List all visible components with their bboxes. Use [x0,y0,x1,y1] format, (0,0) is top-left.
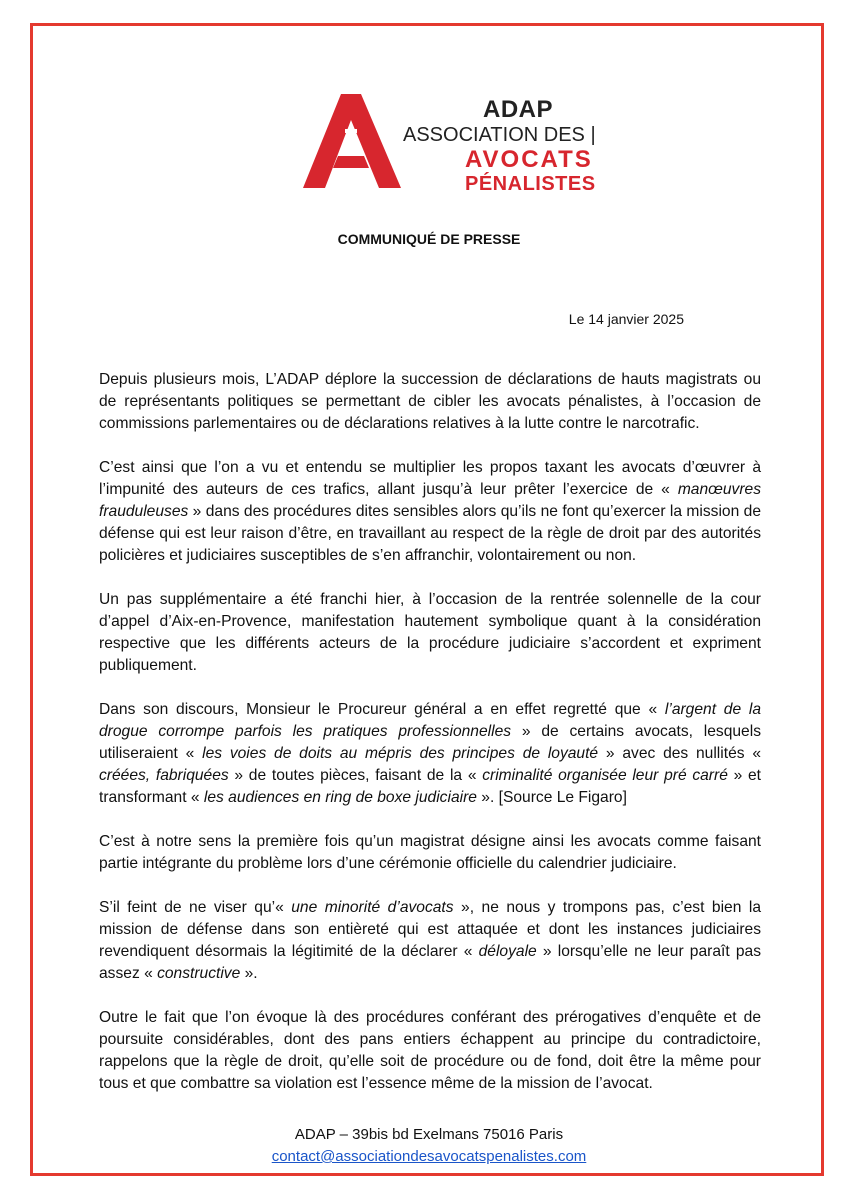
quoted-text: l’argent de la drogue corrompe parfois les pratiques professionnelles [99,701,762,740]
body-paragraph [99,457,761,567]
logo-a-mark-icon [303,92,403,192]
logo-line-association: ASSOCIATION DES | [403,124,596,146]
body-paragraph [99,897,761,985]
logo-line-penalistes: PÉNALISTES [465,173,596,195]
paragraph-text: » avec des nullités « [598,745,761,762]
quoted-text: les audiences en ring de boxe judiciaire [203,789,477,806]
paragraph-text: C’est ainsi que l’on a vu et entendu se multiplier les propos taxant les avocats d’œuvrer à l’impunité des auteurs de ces trafics, allant jusqu’à leur prêter l’exercice de « [99,459,761,498]
paragraph-text: » lorsqu’elle ne leur paraît pas assez « [99,943,761,982]
quoted-text: une minorité d’avocats [291,899,454,916]
paragraph-text: » et transformant « [99,767,762,806]
paragraph-text: ». [240,965,258,982]
logo-wordmark [403,98,596,194]
paragraph-text: » de toutes pièces, faisant de la « [228,767,483,784]
paragraph-text: » dans des procédures dites sensibles alors qu’ils ne font qu’exercer la mission de défense qui est leur raison d’être, en travaillant au respect de la règle de droit par des autorités policières et judiciaires susceptibles de s’en affranchir, volontairement ou non. [99,503,761,564]
paragraph-text: S’il feint de ne viser qu’« [99,899,292,916]
body-paragraph [99,1007,761,1095]
paragraph-text: » de certains avocats, lesquels utiliseraient « [99,723,761,762]
body-paragraph [99,831,761,875]
quoted-text: déloyale [478,943,537,960]
quoted-text: constructive [157,965,241,982]
footer [0,1124,858,1168]
press-body [99,369,761,1117]
paragraph-text: Depuis plusieurs mois, L’ADAP déplore la succession de déclarations de hauts magistrats ou de représentants politiques se permettant de cibler les avocats pénalistes, à l’occasion de commissions parlementaires ou de déclarations relatives à la lutte contre le narcotrafic. [99,371,761,432]
paragraph-text: C’est à notre sens la première fois qu’un magistrat désigne ainsi les avocats comme faisant partie intégrante du problème lors d’une cérémonie officielle du calendrier judiciaire. [99,833,761,872]
press-date: Le 14 janvier 2025 [568,311,684,327]
paragraph-text: Outre le fait que l’on évoque là des procédures conférant des prérogatives d’enquête et de poursuite considérables, dont des pans entiers échappent au principe du contradictoire, rappelons que la règle de droit, qu’elle soit de procédure ou de fond, doit être la même pour tous et que combattre sa violation est l’essence même de la mission de l’avocat. [99,1009,761,1092]
footer-email-link[interactable]: contact@associationdesavocatspenalistes.com [271,1148,587,1165]
quoted-text: les voies de doits au mépris des principes de loyauté [202,745,599,762]
adap-logo [303,92,596,195]
quoted-text: manœuvres frauduleuses [99,481,761,520]
paragraph-text: Un pas supplémentaire a été franchi hier, à l’occasion de la rentrée solennelle de la cour d’appel d’Aix-en-Provence, manifestation hautement symbolique quant à la considération respective que les différents acteurs de la procédure judiciaire s’accordent et expriment publiquement. [99,591,761,674]
quoted-text: criminalité organisée leur pré carré [482,767,728,784]
footer-address: ADAP – 39bis bd Exelmans 75016 Paris [294,1126,564,1143]
body-paragraph [99,699,761,809]
body-paragraph [99,589,761,677]
paragraph-text: ». [Source Le Figaro] [476,789,627,806]
logo-line-adap: ADAP [483,96,554,123]
logo-line-avocats: AVOCATS [465,146,593,173]
paragraph-text: », ne nous y trompons pas, c’est bien la mission de défense dans son entièreté qui est attaquée et dont les instances judiciaires revendiquent désormais la légitimité de la déclarer « [99,899,762,960]
paragraph-text: Dans son discours, Monsieur le Procureur général a en effet regretté que « [99,701,665,718]
page-title: COMMUNIQUÉ DE PRESSE [337,231,521,247]
quoted-text: créées, fabriquées [99,767,229,784]
body-paragraph [99,369,761,435]
